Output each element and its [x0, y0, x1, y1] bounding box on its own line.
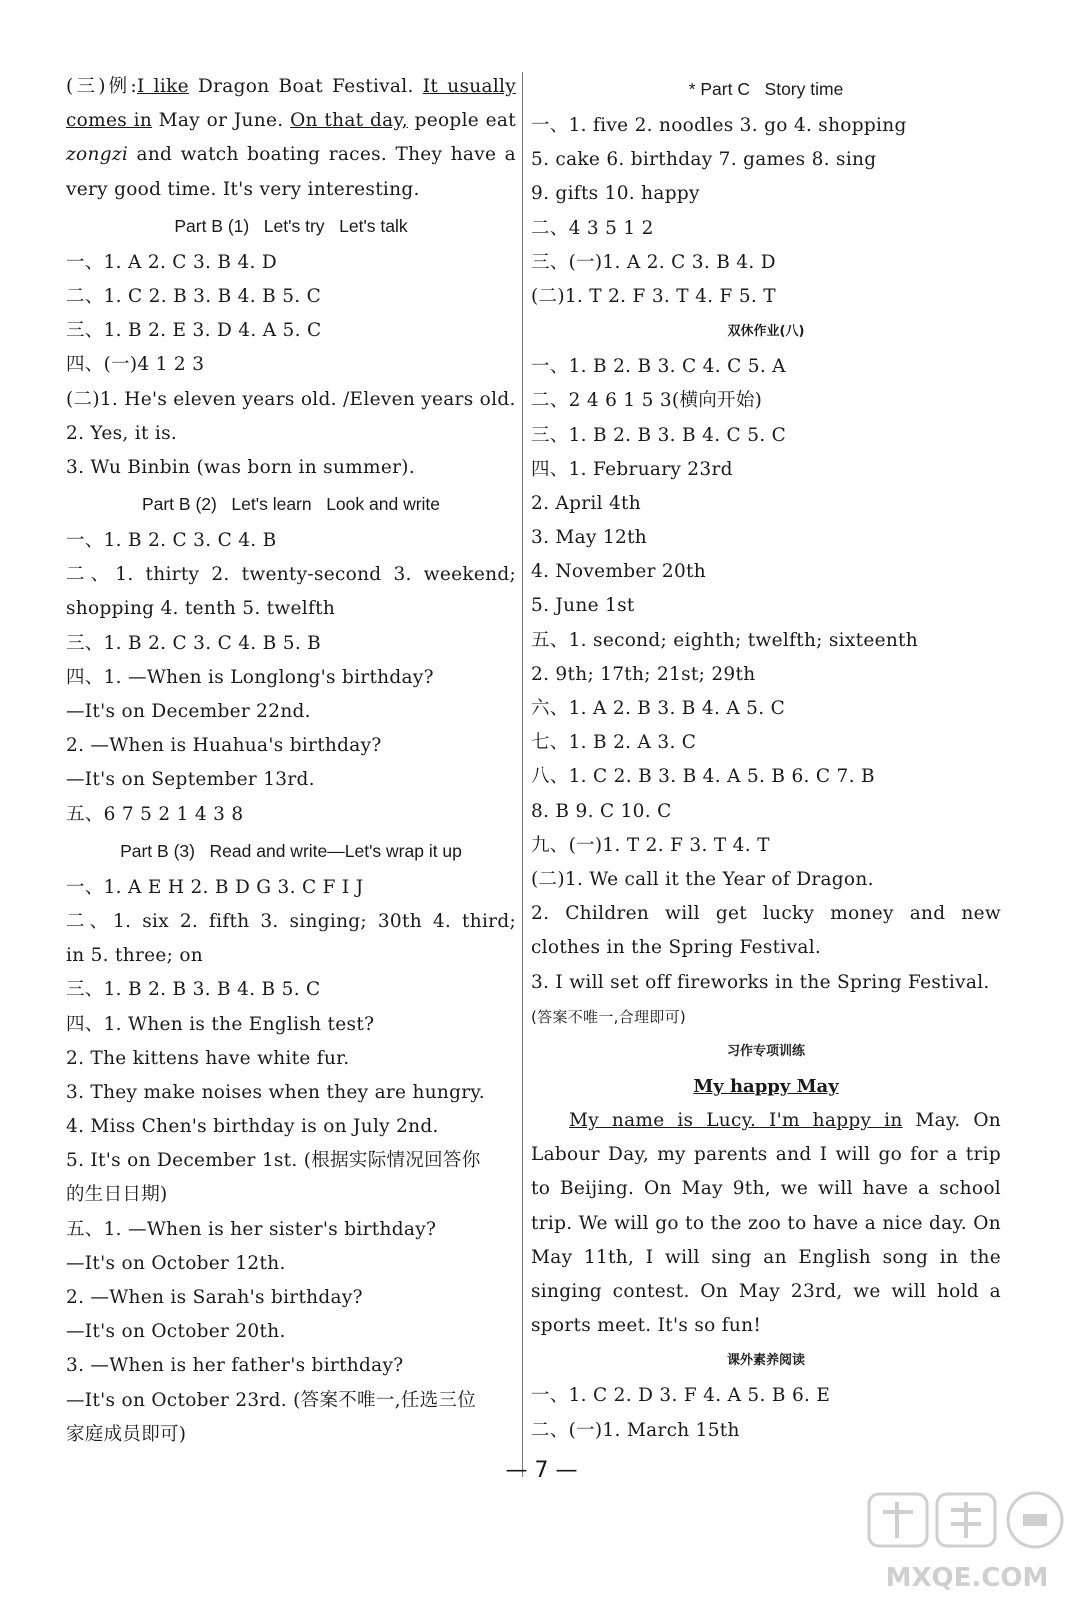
essay-line: to Beijing. On May 9th, we will have a school: [531, 1178, 1001, 1200]
section-heading-weekend-homework: 双休作业(八): [727, 324, 805, 340]
answer-line: in 5. three; on: [66, 945, 203, 967]
answers-reading: [531, 1379, 1001, 1447]
answer-line: 一、1. five 2. noodles 3. go 4. shopping: [531, 115, 907, 136]
answer-line: 五、1. second; eighth; twelfth; sixteenth: [531, 629, 919, 651]
answer-line: 2. —When is Sarah's birthday?: [66, 1287, 363, 1308]
answer-line: 六、1. A 2. B 3. B 4. A 5. C: [531, 698, 786, 719]
answer-line: 的生日日期): [66, 1184, 168, 1206]
answer-line: (二)1. T 2. F 3. T 4. F 5. T: [531, 285, 776, 307]
answer-line: 七、1. B 2. A 3. C: [531, 732, 697, 754]
answer-line: 3. —When is her father's birthday?: [66, 1355, 404, 1377]
answer-line: 2. 9th; 17th; 21st; 29th: [531, 663, 756, 685]
answers-weekend-homework: [531, 350, 1001, 1034]
section-heading-writing: 习作专项训练: [726, 1043, 805, 1059]
answer-line: —It's on December 22nd.: [66, 701, 311, 722]
answers-part-b2: [66, 524, 516, 832]
answer-line: 5. cake 6. birthday 7. games 8. sing: [531, 149, 877, 171]
essay-line: trip. We will go to the zoo to have a nice day. On: [531, 1212, 1001, 1234]
answer-line: 二、1. C 2. B 3. B 4. B 5. C: [66, 285, 322, 307]
answer-line: —It's on September 13rd.: [66, 769, 315, 791]
answer-line: 2. Children will get lucky money and new: [531, 903, 1001, 925]
answer-line: 2. The kittens have white fur.: [66, 1047, 350, 1069]
answer-line: (二)1. We call it the Year of Dragon.: [531, 868, 874, 890]
answer-line: 二、(一)1. March 15th: [531, 1419, 740, 1441]
answer-line: 3. I will set off fireworks in the Spring Festival.: [531, 971, 990, 993]
answer-line: 二、2 4 6 1 5 3(横向开始): [531, 390, 763, 412]
answer-line: 3. They make noises when they are hungry.: [66, 1081, 485, 1103]
answers-part-b3: [66, 871, 516, 1452]
essay-line: sports meet. It's so fun!: [531, 1315, 762, 1337]
page-number: — 7 —: [505, 1458, 578, 1483]
answer-line: 家庭成员即可): [66, 1423, 187, 1445]
answer-line: shopping 4. tenth 5. twelfth: [66, 598, 336, 620]
example-line-2: comes in May or June. On that day, people eat: [66, 110, 516, 132]
answer-line: 一、1. A E H 2. B D G 3. C F I J: [66, 876, 364, 898]
answer-line: 一、1. A 2. C 3. B 4. D: [66, 251, 278, 273]
answer-line: —It's on October 20th.: [66, 1321, 286, 1343]
answers-part-b1: [66, 246, 516, 485]
answer-line: 二、1. six 2. fifth 3. singing; 30th 4. third;: [66, 910, 516, 932]
answer-line: 三、1. B 2. B 3. B 4. C 5. C: [531, 424, 787, 446]
answer-line: 三、(一)1. A 2. C 3. B 4. D: [531, 251, 776, 273]
answer-line: 一、1. C 2. D 3. F 4. A 5. B 6. E: [531, 1385, 831, 1407]
section-heading-part-b2: Part B (2) Let's learn Look and write: [141, 494, 441, 515]
right-column: [531, 70, 1001, 1448]
answer-line: 四、1. February 23rd: [531, 458, 733, 480]
answer-line: 3. Wu Binbin (was born in summer).: [66, 456, 415, 478]
answer-line: 一、1. B 2. C 3. C 4. B: [66, 530, 277, 552]
essay-body: [531, 1104, 1001, 1343]
answer-line: 一、1. B 2. B 3. C 4. C 5. A: [531, 356, 786, 378]
example-line-3: zongzi and watch boating races. They have a: [66, 144, 516, 166]
answer-line: 三、1. B 2. C 3. C 4. B 5. B: [66, 632, 322, 654]
answer-line: clothes in the Spring Festival.: [531, 937, 822, 959]
answer-line: 5. It's on December 1st. (根据实际情况回答你: [66, 1150, 481, 1172]
watermark-url: MXQE.COM: [885, 1563, 1049, 1593]
answer-line: 二、4 3 5 1 2: [531, 217, 654, 239]
essay-line: My name is Lucy. I'm happy in May. On: [569, 1110, 1001, 1132]
answer-line: 三、1. B 2. B 3. B 4. B 5. C: [66, 979, 321, 1001]
section-heading-reading: 课外素养阅读: [726, 1353, 805, 1369]
answer-line: 九、(一)1. T 2. F 3. T 4. T: [531, 834, 770, 856]
answer-line: (二)1. He's eleven years old. /Eleven years old.: [66, 388, 516, 410]
answer-note: (答案不唯一,合理即可): [531, 1007, 687, 1026]
answer-line: 9. gifts 10. happy: [531, 183, 700, 205]
answers-part-c: [531, 109, 1001, 314]
answer-line: 4. November 20th: [531, 561, 707, 583]
essay-line: Labour Day, my parents and I will go for a trip: [531, 1144, 1001, 1166]
answer-line: 2. —When is Huahua's birthday?: [66, 735, 382, 757]
answer-line: 三、1. B 2. E 3. D 4. A 5. C: [66, 320, 322, 342]
section-heading-part-b1: Part B (1) Let's try Let's talk: [174, 215, 408, 236]
answer-line: 4. Miss Chen's birthday is on July 2nd.: [66, 1116, 439, 1138]
answer-line: —It's on October 23rd. (答案不唯一,任选三位: [66, 1389, 477, 1411]
answer-line: 5. June 1st: [531, 595, 635, 617]
answer-line: 五、1. —When is her sister's birthday?: [66, 1218, 437, 1240]
essay-line: May 11th, I will sing an English song in the: [531, 1246, 1001, 1268]
answer-line: 2. April 4th: [531, 492, 642, 514]
answer-line: 3. May 12th: [531, 527, 648, 549]
answer-line: 8. B 9. C 10. C: [531, 800, 672, 822]
essay-line: singing contest. On May 23rd, we will hold a: [531, 1281, 1001, 1302]
answer-line: 五、6 7 5 2 1 4 3 8: [66, 803, 244, 825]
section-heading-part-b3: Part B (3) Read and write—Let's wrap it up: [120, 840, 462, 861]
answer-line: 四、1. —When is Longlong's birthday?: [66, 666, 434, 688]
column-divider: [522, 72, 523, 1477]
left-column: [66, 70, 516, 1452]
section-heading-part-c: * Part C Story time: [688, 79, 844, 99]
example-line-1: (三)例:I like Dragon Boat Festival. It usually: [66, 76, 517, 97]
answer-line: —It's on October 12th.: [66, 1252, 286, 1274]
essay-title: My happy May: [693, 1075, 839, 1097]
answer-line: 二、1. thirty 2. twenty-second 3. weekend;: [66, 564, 516, 586]
watermark-logo: [857, 1486, 1077, 1596]
example-line-4: very good time. It's very interesting.: [66, 178, 420, 200]
answer-line: 2. Yes, it is.: [66, 422, 178, 444]
answer-line: 四、(一)4 1 2 3: [66, 354, 205, 376]
answer-line: 四、1. When is the English test?: [66, 1013, 375, 1035]
answer-line: 八、1. C 2. B 3. B 4. A 5. B 6. C 7. B: [531, 766, 875, 788]
